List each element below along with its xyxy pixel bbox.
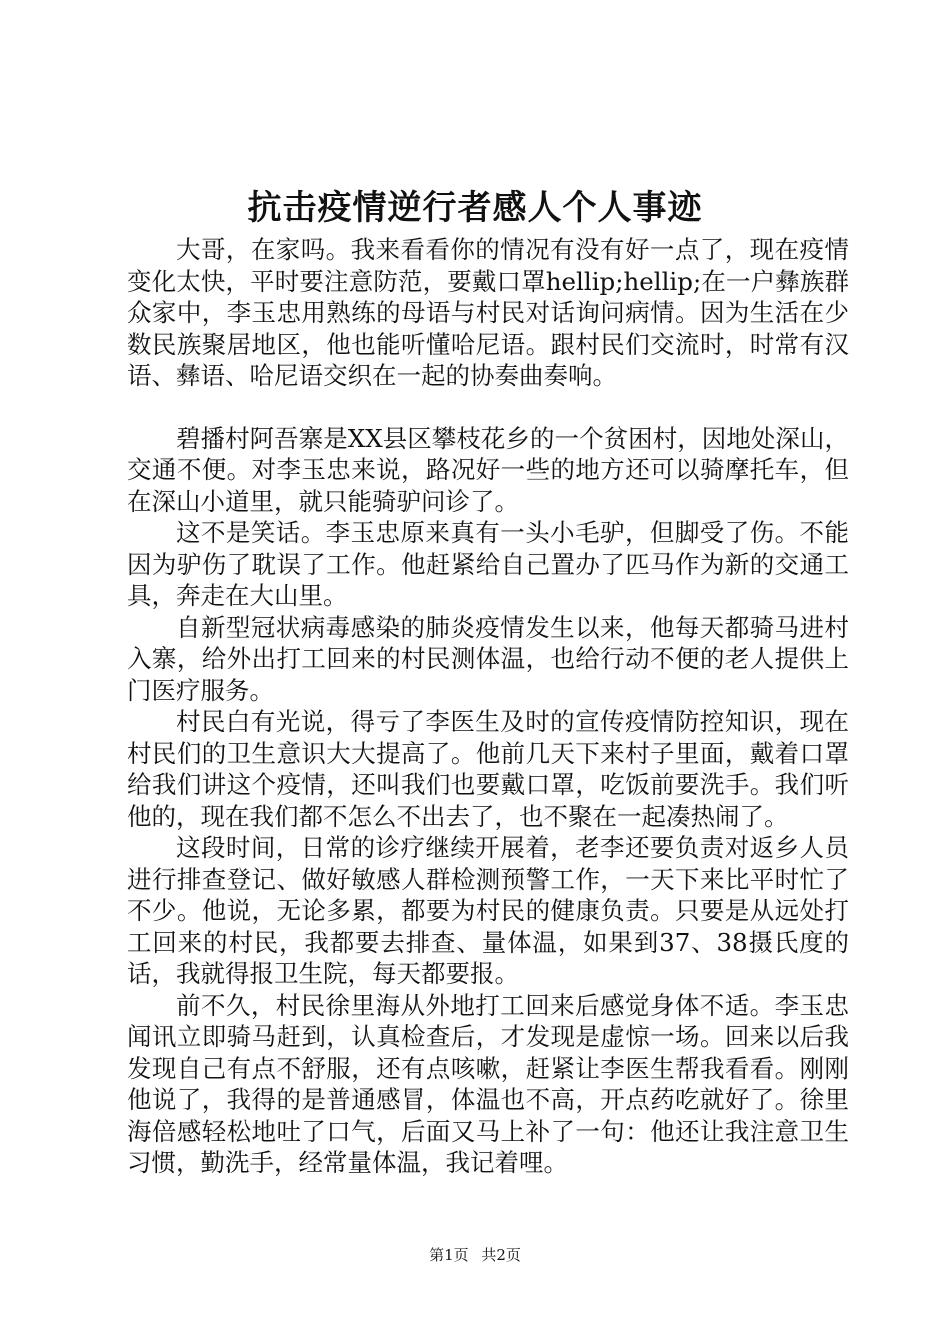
paragraph-2: 碧播村阿吾寨是XX县区攀枝花乡的一个贫困村，因地处深山，交通不便。对李玉忠来说，路况好一些的地方还可以骑摩托车，但在深山小道里，就只能骑驴问诊了。 xyxy=(127,423,849,516)
paragraph-1: 大哥，在家吗。我来看看你的情况有没有好一点了，现在疫情变化太快，平时要注意防范，要戴口罩hellip;hellip;在一户彝族群众家中，李玉忠用熟练的母语与村民对话询问病情。因为生活在少数民族聚居地区，他也能听懂哈尼语。跟村民们交流时，时常有汉语、彝语、哈尼语交织在一起的协奏曲奏响。 xyxy=(127,235,849,390)
paragraph-6: 这段时间，日常的诊疗继续开展着，老李还要负责对返乡人员进行排查登记、做好敏感人群检测预警工作，一天下来比平时忙了不少。他说，无论多累，都要为村民的健康负责。只要是从远处打工回来的村民，我都要去排查、量体温，如果到37、38摄氏度的话，我就得报卫生院，每天都要报。 xyxy=(127,833,849,988)
paragraph-7: 前不久，村民徐里海从外地打工回来后感觉身体不适。李玉忠闻讯立即骑马赶到，认真检查后，才发现是虚惊一场。回来以后我发现自己有点不舒服，还有点咳嗽，赶紧让李医生帮我看看。刚刚他说了，我得的是普通感冒，体温也不高，开点药吃就好了。徐里海倍感轻松地吐了口气，后面又马上补了一句：他还让我注意卫生习惯，勤洗手，经常量体温，我记着哩。 xyxy=(127,990,849,1177)
page-number: 第1页 xyxy=(429,1246,469,1264)
page-footer xyxy=(0,1244,950,1266)
paragraph-4: 自新型冠状病毒感染的肺炎疫情发生以来，他每天都骑马进村入寨，给外出打工回来的村民测体温，也给行动不便的老人提供上门医疗服务。 xyxy=(127,612,849,705)
page-total: 共2页 xyxy=(481,1246,521,1264)
paragraph-3: 这不是笑话。李玉忠原来真有一头小毛驴，但脚受了伤。不能因为驴伤了耽误了工作。他赶紧给自己置办了匹马作为新的交通工具，奔走在大山里。 xyxy=(127,518,849,610)
article-body xyxy=(127,234,849,1179)
page-title: 抗击疫情逆行者感人个人事迹 xyxy=(247,188,703,228)
paragraph-5: 村民白有光说，得亏了李医生及时的宣传疫情防控知识，现在村民们的卫生意识大大提高了。他前几天下来村子里面，戴着口罩给我们讲这个疫情，还叫我们也要戴口罩，吃饭前要洗手。我们听他的，现在我们都不怎么不出去了，也不聚在一起凑热闹了。 xyxy=(127,707,849,831)
